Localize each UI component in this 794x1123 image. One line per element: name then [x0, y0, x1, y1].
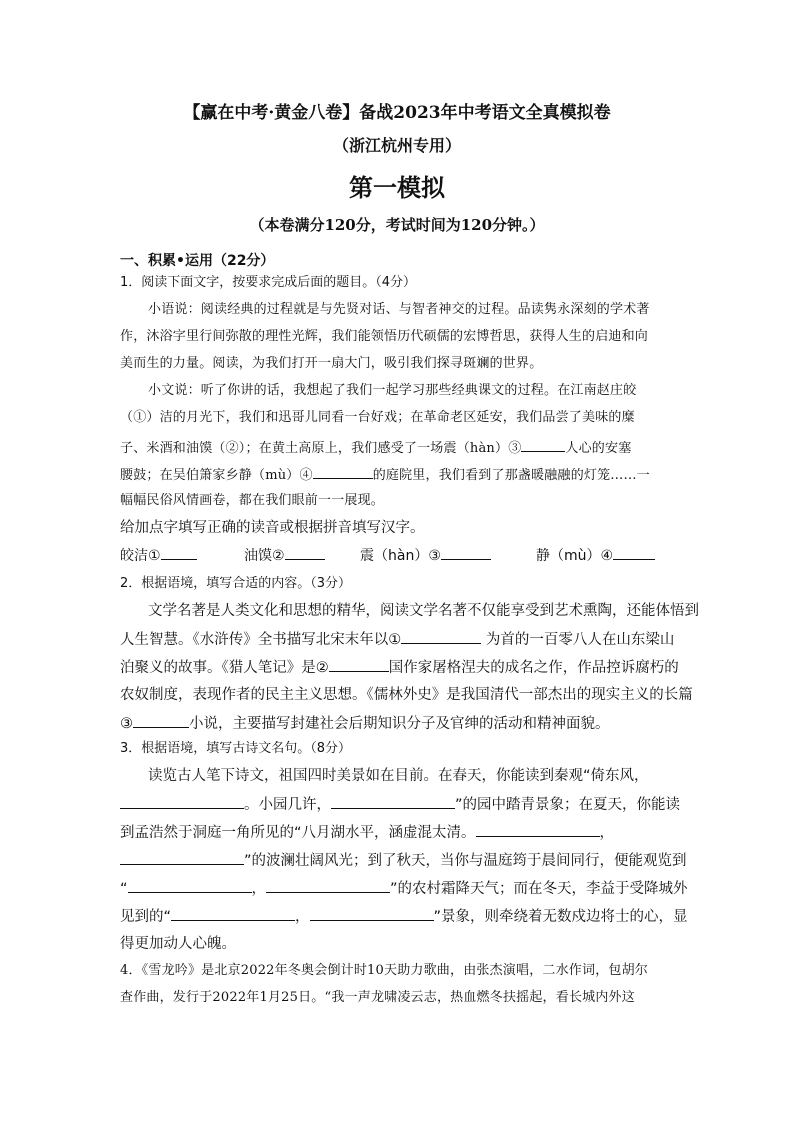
- fill-item: [360, 545, 491, 565]
- q3-text: ”的农村霜降天气；而在冬天，李益于受降城外: [390, 881, 688, 897]
- exam-title: 【赢在中考·黄金八卷】备战2023年中考语文全真模拟卷: [183, 103, 611, 123]
- question-2-stem: 2．根据语境，填写合适的内容。（3分）: [120, 576, 352, 591]
- q2-line: [120, 657, 679, 678]
- answer-blank[interactable]: [331, 794, 455, 809]
- q2-text: 国作家屠格涅夫的成名之作，作品控诉腐朽的: [388, 660, 679, 676]
- q3-text: ，: [295, 909, 310, 925]
- answer-blank[interactable]: [133, 713, 189, 728]
- q1-text: 人心的安塞: [565, 441, 632, 456]
- q3-line: [120, 794, 680, 815]
- q1-paragraph-line: 作，沐浴字里行间弥散的理性光辉，我们能领悟历代硕儒的宏博哲思，获得人生的启迪和向: [120, 329, 649, 344]
- fill-item: [120, 545, 197, 565]
- q1-text: 子、米酒和油馍（②）；在黄土高原上，我们感受了一场震（hàn）③: [120, 441, 522, 456]
- paper-name: 第一模拟: [349, 173, 445, 202]
- q1-task: 给加点字填写正确的读音或根据拼音填写汉字。: [120, 520, 425, 536]
- q2-text: 人生智慧。《水浒传》全书描写北宋末年以①: [120, 632, 402, 648]
- q1-paragraph-line: 小语说：阅读经典的过程就是与先贤对话、与智者神交的过程。品读隽永深刻的学术著: [148, 302, 650, 317]
- q2-text: ③: [120, 716, 133, 732]
- q3-text: 。小园几许，: [244, 797, 331, 813]
- q1-paragraph-line: （①）洁的月光下，我们和迅哥儿同看一台好戏；在革命老区延安，我们品尝了美味的糜: [120, 410, 635, 425]
- answer-blank[interactable]: [329, 657, 389, 672]
- answer-blank[interactable]: [401, 629, 481, 644]
- fill-item: [244, 545, 325, 565]
- answer-blank[interactable]: [266, 878, 390, 893]
- q3-text: ”的波澜壮阔风光；到了秋天，当你与温庭筠于晨间同行，便能观览到: [244, 853, 687, 869]
- q1-text: 腰鼓；在吴伯箫家乡静（mù）④: [120, 468, 313, 483]
- fill-label: 皎洁①: [120, 548, 161, 564]
- q1-paragraph-line: 小文说：听了你讲的话，我想起了我们一起学习那些经典课文的过程。在江南赵庄皎: [148, 383, 637, 398]
- question-3-stem: 3．根据语境，填写古诗文名句。（8分）: [120, 741, 352, 756]
- section-heading: 一、积累•运用（22分）: [120, 253, 275, 269]
- q2-text: 为首的一百零八人在山东梁山: [485, 632, 675, 648]
- q1-paragraph-line: [120, 437, 631, 459]
- q3-text: 到孟浩然于洞庭一角所见的“八月湖水平，涵虚混太清。: [120, 825, 476, 841]
- exam-info: （本卷满分120分，考试时间为120分钟。）: [249, 216, 545, 234]
- q2-text: 泊聚义的故事。《猎人笔记》是②: [120, 660, 329, 676]
- answer-blank[interactable]: [285, 545, 325, 560]
- answer-blank[interactable]: [161, 545, 197, 560]
- answer-blank[interactable]: [171, 906, 295, 921]
- q3-line: [120, 878, 688, 899]
- q3-text: ，: [599, 825, 615, 841]
- answer-blank[interactable]: [310, 906, 434, 921]
- answer-blank[interactable]: [120, 794, 244, 809]
- question-4-line: 4．《雪龙吟》是北京2022年冬奥会倒计时10天助力歌曲，由张杰演唱，二水作词，包胡尔: [120, 963, 648, 978]
- q3-line: 读览古人笔下诗文，祖国四时美景如在目前。在春天，你能读到秦观“倚东风，: [148, 768, 649, 784]
- answer-blank[interactable]: [613, 545, 655, 560]
- exam-subtitle: （浙江杭州专用）: [332, 136, 461, 155]
- q2-line: [120, 629, 674, 650]
- fill-label: 震（hàn）③: [360, 548, 441, 564]
- answer-blank[interactable]: [441, 545, 491, 560]
- answer-blank[interactable]: [128, 878, 252, 893]
- fill-label: 静（mù）④: [536, 548, 614, 564]
- q3-line: [120, 850, 687, 871]
- answer-blank[interactable]: [521, 437, 565, 452]
- q2-text: 小说，主要描写封建社会后期知识分子及官绅的活动和精神面貌。: [189, 716, 610, 732]
- question-1-stem: 1．阅读下面文字，按要求完成后面的题目。（4分）: [120, 275, 417, 290]
- q3-text: “: [120, 881, 128, 897]
- q2-line: 农奴制度，表现作者的民主主义思想。《儒林外史》是我国清代一部杰出的现实主义的长篇: [120, 687, 693, 703]
- answer-blank[interactable]: [120, 850, 244, 865]
- answer-blank[interactable]: [476, 822, 600, 837]
- q3-line: [120, 906, 688, 927]
- q2-line: 文学名著是人类文化和思想的精华，阅读文学名著不仅能享受到艺术熏陶，还能体悟到: [148, 603, 699, 619]
- q1-paragraph-line: 幅幅民俗风情画卷，都在我们眼前一一展现。: [120, 493, 385, 508]
- fill-label: 油馍②: [244, 548, 285, 564]
- q3-line: [120, 822, 614, 843]
- q2-line: [120, 713, 610, 734]
- answer-blank[interactable]: [313, 464, 373, 479]
- question-4-line: 查作曲，发行于2022年1月25日。“我一声龙啸凌云志，热血燃冬扶摇起，看长城内外这: [120, 990, 635, 1005]
- q3-text: ，: [251, 881, 267, 897]
- q1-paragraph-line: 美而生的力量。阅读，为我们打开一扇大门，吸引我们探寻斑斓的世界。: [120, 356, 543, 371]
- q3-line: 得更加动人心魄。: [120, 936, 236, 952]
- q1-text: 的庭院里，我们看到了那盏暖融融的灯笼……一: [372, 468, 650, 483]
- q3-text: ”的园中踏青景象；在夏天，你能读: [455, 797, 681, 813]
- q1-paragraph-line: [120, 464, 650, 486]
- q3-text: ”景象，则牵绕着无数戍边将士的心，显: [433, 909, 688, 925]
- q3-text: 见到的“: [120, 909, 172, 925]
- fill-item: [536, 545, 655, 565]
